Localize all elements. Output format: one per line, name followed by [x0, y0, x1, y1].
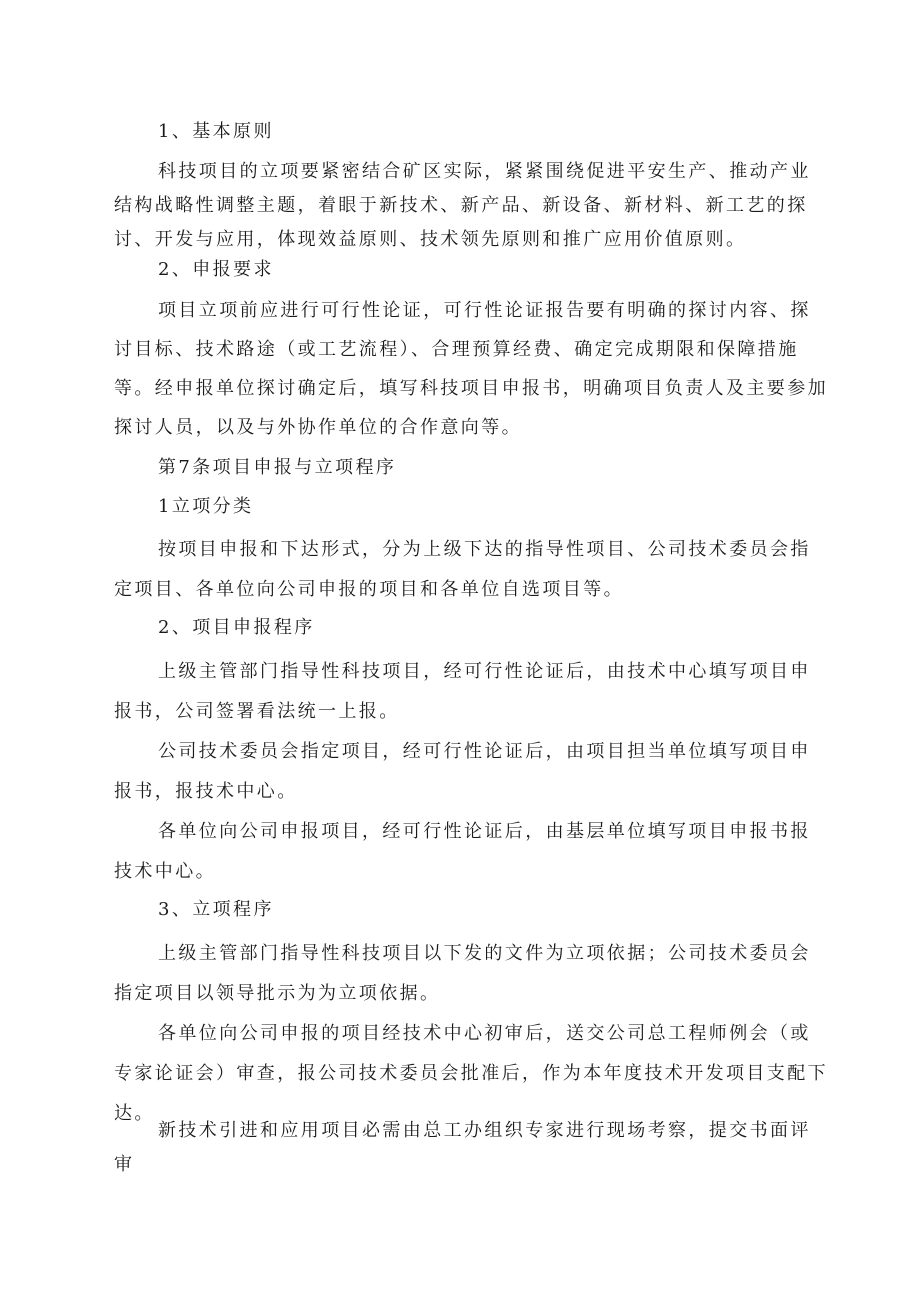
paragraph-committee-designated-projects: 公司技术委员会指定项目，经可行性论证后，由项目担当单位填写项目申报书，报技术中心。: [114, 741, 811, 802]
paragraph-review-process: 各单位向公司申报的项目经技术中心初审后，送交公司总工程师例会（或专家论证会）审查，报公司技术委员会批准后，作为本年度技术开发项目支配下达。: [114, 1023, 828, 1124]
section-heading-basic-principles: 1、基本原则: [158, 121, 274, 142]
paragraph-approval-basis: 上级主管部门指导性科技项目以下发的文件为立项依据；公司技术委员会指定项目以领导批示为为立项依据。: [114, 943, 811, 1004]
section-heading-application-requirements: 2、申报要求: [158, 259, 274, 280]
paragraph-application-requirements: 项目立项前应进行可行性论证，可行性论证报告要有明确的探讨内容、探讨目标、技术路途（或工艺流程）、合理预算经费、确定完成期限和保障措施等。经申报单位探讨确定后，填写科技项目申报书，明确项目负责人及主要参加探讨人员，以及与外协作单位的合作意向等。: [114, 300, 828, 438]
section-heading-application-procedure: 2、项目申报程序: [158, 617, 315, 638]
paragraph-project-classification: 按项目申报和下达形式，分为上级下达的指导性项目、公司技术委员会指定项目、各单位向公司申报的项目和各单位自选项目等。: [114, 539, 811, 600]
paragraph-new-technology-introduction: 新技术引进和应用项目必需由总工办组织专家进行现场考察，提交书面评审: [114, 1120, 811, 1175]
paragraph-superior-guidance-projects: 上级主管部门指导性科技项目，经可行性论证后，由技术中心填写项目申报书，公司签署看法统一上报。: [114, 661, 811, 722]
article-heading-7: 第7条项目申报与立项程序: [158, 457, 397, 478]
section-heading-project-approval-procedure: 3、立项程序: [158, 899, 274, 920]
paragraph-basic-principles: 科技项目的立项要紧密结合矿区实际，紧紧围绕促进平安生产、推动产业结构战略性调整主题，着眼于新技术、新产品、新设备、新材料、新工艺的探讨、开发与应用，体现效益原则、技术领先原则和推广应用价值原则。: [114, 161, 811, 250]
paragraph-unit-application-projects: 各单位向公司申报项目，经可行性论证后，由基层单位填写项目申报书报技术中心。: [114, 821, 811, 882]
section-heading-project-classification: 1立项分类: [158, 496, 254, 517]
